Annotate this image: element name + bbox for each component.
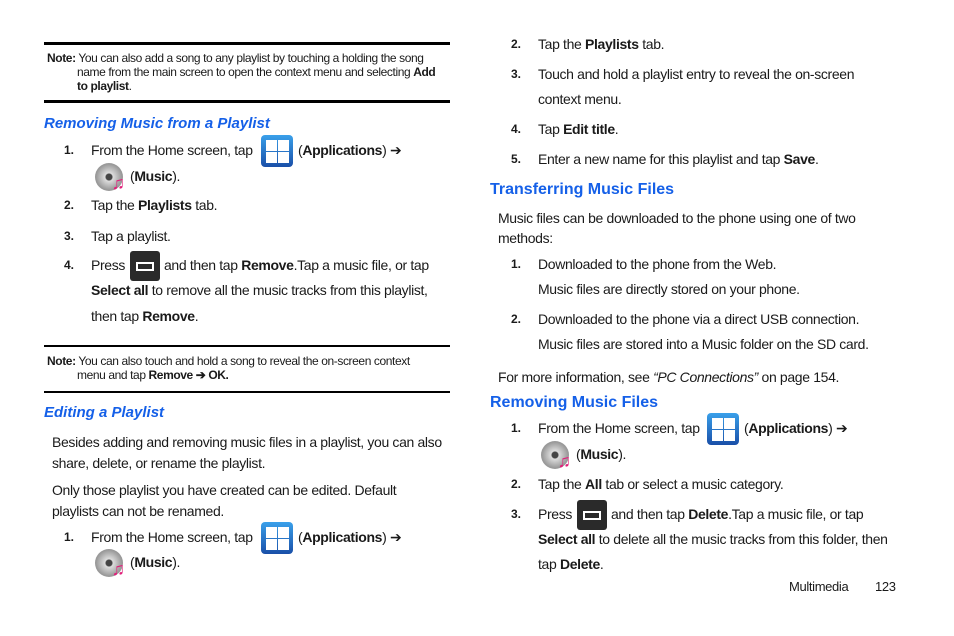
text-segment: tab. <box>638 36 665 52</box>
step-text <box>130 167 180 185</box>
text-segment: ( <box>130 554 135 570</box>
section-heading: Removing Music from a Playlist <box>44 115 270 132</box>
step-number: 4. <box>64 258 75 272</box>
step-text <box>538 120 618 138</box>
bold-term: Add <box>413 65 436 79</box>
step-number: 3. <box>511 507 522 521</box>
pc-connections-link[interactable]: “PC Connections” <box>653 369 758 385</box>
text-segment: For more information, see <box>498 369 654 385</box>
applications-icon <box>261 135 293 167</box>
step-text <box>91 281 428 299</box>
music-icon: ♫ <box>95 549 123 577</box>
section-heading: Editing a Playlist <box>44 404 165 421</box>
step-number: 1. <box>64 530 75 544</box>
text-segment: . <box>599 556 604 572</box>
step-text <box>611 505 863 523</box>
bold-term: Select all <box>91 282 149 298</box>
text-segment: to delete all the music tracks from this folder, then <box>595 531 888 547</box>
bold-term: to playlist <box>77 79 129 93</box>
text-segment: ) ➔ <box>382 529 402 545</box>
text-segment: menu and tap <box>77 368 149 382</box>
step-number: 2. <box>64 198 75 212</box>
menu-key-icon <box>130 251 160 281</box>
bold-term: Remove <box>241 257 294 273</box>
text-segment: ). <box>618 446 627 462</box>
text-segment: and then tap <box>164 257 242 273</box>
bold-term: Edit title <box>563 121 615 137</box>
text-segment: You can also add a song to any playlist by touching a holding the song <box>78 51 424 65</box>
paragraph: share, delete, or rename the playlist. <box>52 455 266 471</box>
applications-icon <box>707 413 739 445</box>
text-segment: ). <box>172 554 181 570</box>
step-text: Downloaded to the phone via a direct USB connection. <box>538 311 860 327</box>
step-number: 2. <box>511 477 522 491</box>
text-segment: .Tap a music file, or tap <box>293 257 429 273</box>
text-segment: ( <box>298 142 303 158</box>
step-text <box>538 150 819 168</box>
music-icon: ♫ <box>95 163 123 191</box>
step-text: Music files are stored into a Music folder on the SD card. <box>538 336 869 352</box>
bold-term: Remove <box>142 308 195 324</box>
text-segment: and then tap <box>611 506 689 522</box>
note-text <box>47 354 410 368</box>
menu-key-icon <box>577 500 607 530</box>
text-segment: ) ➔ <box>382 142 402 158</box>
applications-icon <box>261 522 293 554</box>
step-text: Downloaded to the phone from the Web. <box>538 256 777 272</box>
step-text <box>91 196 217 214</box>
note-text <box>77 368 228 382</box>
note-text <box>47 51 424 65</box>
text-segment: Tap the <box>538 36 586 52</box>
step-text: From the Home screen, tap <box>91 529 253 545</box>
text-segment: tap <box>538 556 560 572</box>
paragraph: playlists can not be renamed. <box>52 503 224 519</box>
text-segment: name from the main screen to open the context menu and selecting <box>77 65 414 79</box>
step-text <box>538 35 664 53</box>
text-segment: . <box>128 79 132 93</box>
page-number: 123 <box>875 579 896 594</box>
paragraph: methods: <box>498 230 553 246</box>
bold-term: Note: <box>47 354 76 368</box>
text-segment: .Tap a music file, or tap <box>728 506 864 522</box>
bold-term: Music <box>580 446 619 462</box>
step-number: 4. <box>511 122 522 136</box>
step-text <box>538 530 888 548</box>
step-text <box>538 555 603 573</box>
bold-term: Select all <box>538 531 596 547</box>
bold-term: Playlists <box>138 197 192 213</box>
bold-term: Remove ➔ OK. <box>148 368 229 382</box>
bold-term: Music <box>134 168 173 184</box>
step-number: 1. <box>511 257 522 271</box>
text-segment: Tap the <box>91 197 139 213</box>
paragraph: Music files can be downloaded to the phone using one of two <box>498 210 856 226</box>
text-segment: ( <box>744 420 749 436</box>
text-segment: You can also touch and hold a song to reveal the on-screen context <box>78 354 410 368</box>
text-segment: tab. <box>191 197 218 213</box>
bold-term: Delete <box>559 556 600 572</box>
step-text <box>91 307 198 325</box>
step-text: Press <box>538 506 573 522</box>
step-text: context menu. <box>538 91 622 107</box>
step-text: From the Home screen, tap <box>91 142 253 158</box>
step-text <box>576 445 626 463</box>
step-text <box>538 475 783 493</box>
step-number: 1. <box>511 421 522 435</box>
note-text <box>77 79 132 93</box>
section-heading: Transferring Music Files <box>490 181 675 198</box>
paragraph: Only those playlist you have created can be edited. Default <box>52 482 397 498</box>
text-segment: Enter a new name for this playlist and tap <box>538 151 784 167</box>
step-text: Music files are directly stored on your phone. <box>538 281 800 297</box>
text-segment: ( <box>576 446 581 462</box>
music-icon: ♫ <box>541 441 569 469</box>
text-segment: tab or select a music category. <box>601 476 784 492</box>
divider <box>44 345 450 347</box>
text-segment: . <box>614 121 619 137</box>
text-segment: Tap <box>538 121 564 137</box>
step-text <box>298 141 401 159</box>
paragraph: Besides adding and removing music files in a playlist, you can also <box>52 434 442 450</box>
step-text: From the Home screen, tap <box>538 420 700 436</box>
divider <box>44 100 450 103</box>
divider <box>44 42 450 45</box>
step-number: 3. <box>64 229 75 243</box>
step-text: Touch and hold a playlist entry to reveal the on-screen <box>538 66 855 82</box>
text-segment: . <box>194 308 199 324</box>
bold-term: Note: <box>47 51 76 65</box>
text-segment: ) ➔ <box>828 420 848 436</box>
step-text <box>298 528 401 546</box>
bold-term: Music <box>134 554 173 570</box>
step-number: 1. <box>64 143 75 157</box>
cross-reference <box>498 368 839 386</box>
text-segment: on page 154. <box>757 369 840 385</box>
bold-term: Delete <box>688 506 729 522</box>
bold-term: All <box>585 476 602 492</box>
step-text <box>164 256 429 274</box>
text-segment: to remove all the music tracks from this playlist, <box>148 282 428 298</box>
step-number: 2. <box>511 37 522 51</box>
step-number: 2. <box>511 312 522 326</box>
divider <box>44 391 450 393</box>
step-text: Tap a playlist. <box>91 228 171 244</box>
footer-section: Multimedia <box>789 579 849 594</box>
text-segment: ( <box>130 168 135 184</box>
text-segment: . <box>814 151 819 167</box>
step-number: 3. <box>511 67 522 81</box>
bold-term: Applications <box>302 529 383 545</box>
section-heading: Removing Music Files <box>490 394 659 411</box>
bold-term: Applications <box>302 142 383 158</box>
step-text <box>130 553 180 571</box>
step-text <box>744 419 847 437</box>
text-segment: ( <box>298 529 303 545</box>
step-text: Press <box>91 257 126 273</box>
bold-term: Save <box>783 151 815 167</box>
bold-term: Playlists <box>585 36 639 52</box>
text-segment: Tap the <box>538 476 586 492</box>
note-text <box>77 65 435 79</box>
bold-term: Applications <box>748 420 829 436</box>
text-segment: ). <box>172 168 181 184</box>
step-number: 5. <box>511 152 522 166</box>
text-segment: then tap <box>91 308 143 324</box>
